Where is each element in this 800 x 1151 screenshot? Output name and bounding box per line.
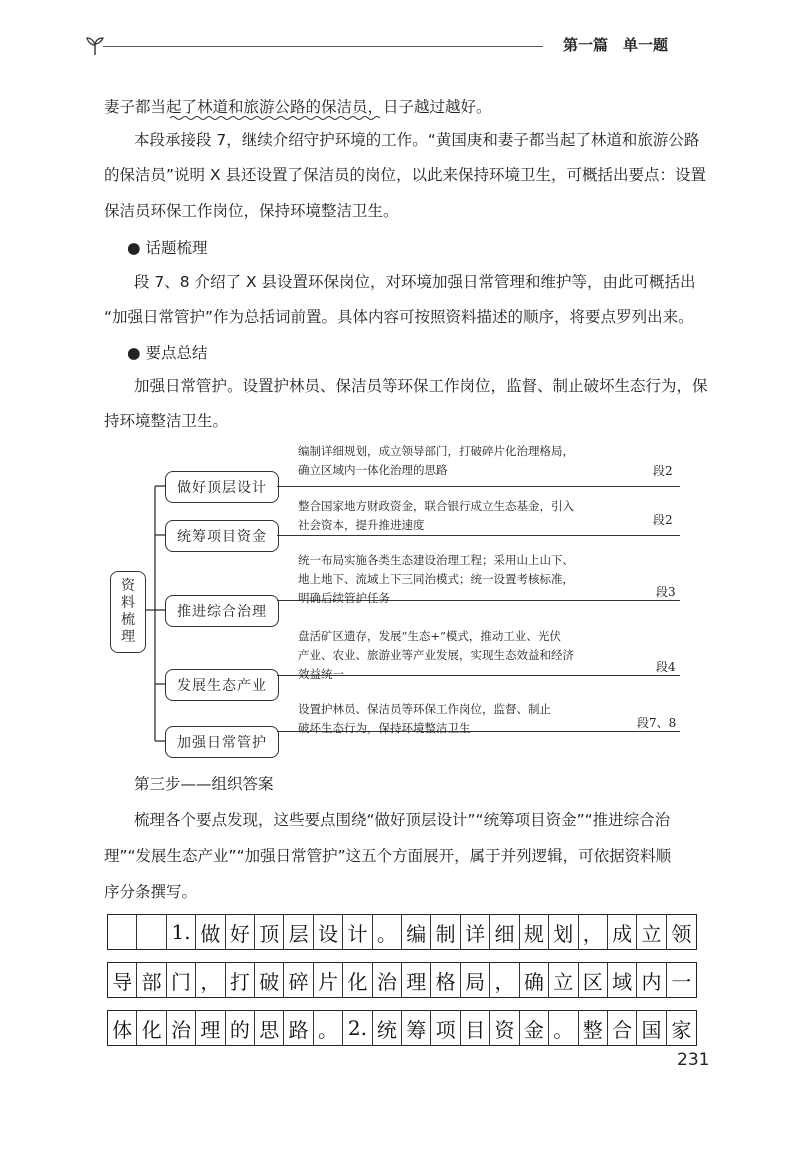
- grid-cell: 路: [284, 1011, 313, 1045]
- branch-desc: 编制详细规划，成立领导部门，打破碎片化治理格局，: [298, 444, 574, 458]
- branch-desc: 统一布局实施各类生态建设治理工程；采用山上山下、: [298, 553, 574, 567]
- branch-desc: 社会资本，提升推进速度: [298, 518, 425, 532]
- grid-cell: 。: [314, 1011, 343, 1045]
- grid-cell: 体: [108, 1011, 137, 1045]
- grid-cell: 做: [196, 915, 225, 949]
- branch-desc: 效益统一: [298, 667, 344, 681]
- grid-cell: 项: [431, 1011, 460, 1045]
- paragraph-line: 本段承接段 7，继续介绍守护环境的工作。“黄国庚和妻子都当起了林道和旅游公路: [134, 131, 700, 149]
- grid-cell: 。: [373, 915, 402, 949]
- grid-cell: 碎: [284, 963, 313, 997]
- grid-cell: 治: [373, 963, 402, 997]
- grid-cell: 。: [549, 1011, 578, 1045]
- grid-cell: 格: [431, 963, 460, 997]
- branch-desc: 产业、农业、旅游业等产业发展，实现生态效益和经济: [298, 648, 574, 662]
- grid-cell: 理: [196, 1011, 225, 1045]
- branch-box: 发展生态产业: [165, 669, 279, 701]
- branch-box: 做好顶层设计: [165, 471, 279, 503]
- branch-desc: 明确后续管护任务: [298, 591, 390, 605]
- paragraph-line: 加强日常管护。设置护林员、保洁员等环保工作岗位，监督、制止破坏生态行为，保: [134, 377, 708, 395]
- grid-cell: 片: [314, 963, 343, 997]
- bullet-heading: ● 要点总结: [127, 344, 208, 362]
- grid-cell: 2.: [343, 1011, 372, 1045]
- grid-cell: 域: [608, 963, 637, 997]
- segment-label: 段3: [656, 585, 676, 599]
- grid-cell: 导: [108, 963, 137, 997]
- grid-cell: 细: [490, 915, 519, 949]
- grid-cell: 打: [226, 963, 255, 997]
- chapter-title: 第一篇 单一题: [563, 36, 669, 54]
- branch-line: [277, 486, 680, 487]
- grid-cell: 治: [167, 1011, 196, 1045]
- grid-cell: 领: [671, 921, 692, 946]
- grid-cell: 内: [637, 963, 666, 997]
- branch-box: 统筹项目资金: [165, 520, 279, 552]
- paragraph-line: 梳理各个要点发现，这些要点围绕“做好顶层设计”“统筹项目资金”“推进综合治: [134, 811, 671, 829]
- answer-grid-row: [107, 962, 697, 998]
- paragraph-line: 的保洁员”说明 X 县还设置了保洁员的岗位，以此来保持环境卫生，可概括出要点：设置: [104, 166, 707, 184]
- grid-cell: 统: [373, 1011, 402, 1045]
- grid-cell: 合: [608, 1011, 637, 1045]
- branch-desc: 设置护林员、保洁员等环保工作岗位，监督、制止: [298, 702, 551, 716]
- bullet-heading: ● 话题梳理: [127, 239, 208, 257]
- grid-cell: 好: [226, 915, 255, 949]
- grid-cell: 局: [461, 963, 490, 997]
- grid-cell: 破: [255, 963, 284, 997]
- grid-cell: 金: [520, 1011, 549, 1045]
- grid-cell: 区: [579, 963, 608, 997]
- segment-label: 段4: [656, 660, 676, 674]
- root-box: 资料梳理: [110, 571, 146, 653]
- grid-cell: 立: [637, 915, 666, 949]
- grid-cell: 国: [637, 1011, 666, 1045]
- grid-cell: 理: [402, 963, 431, 997]
- grid-cell: 门: [167, 963, 196, 997]
- paragraph-line: “加强日常管护”作为总括词前置。具体内容可按照资料描述的顺序，将要点罗列出来。: [104, 308, 694, 326]
- grid-cell: 层: [284, 915, 313, 949]
- grid-cell: ，: [196, 963, 225, 997]
- branch-box: 推进综合治理: [165, 595, 279, 627]
- grid-cell: [137, 915, 166, 949]
- grid-cell: ，: [490, 963, 519, 997]
- grid-cell: 思: [255, 1011, 284, 1045]
- grid-cell: 计: [343, 915, 372, 949]
- grid-cell: 确: [520, 963, 549, 997]
- grid-cell: 划: [549, 915, 578, 949]
- paragraph-line: 保洁员环保工作岗位，保持环境整洁卫生。: [104, 202, 399, 220]
- grid-cell: 编: [402, 915, 431, 949]
- page-number: 231: [677, 1050, 710, 1070]
- grid-cell: 立: [549, 963, 578, 997]
- paragraph-line: 段 7、8 介绍了 X 县设置环保岗位，对环境加强日常管理和维护等，由此可概括出: [134, 273, 696, 291]
- grid-cell: 顶: [255, 915, 284, 949]
- grid-cell: 目: [461, 1011, 490, 1045]
- grid-cell: 化: [137, 1011, 166, 1045]
- grid-cell: 家: [671, 1017, 692, 1042]
- segment-label: 段2: [653, 464, 673, 478]
- paragraph-line: 妻子都当起了林道和旅游公路的保洁员，日子越过越好。: [104, 98, 492, 116]
- branch-desc: 盘活矿区遗存，发展“生态+”模式，推动工业、光伏: [298, 629, 561, 643]
- grid-cell: 一: [671, 969, 692, 994]
- branch-desc: 整合国家地方财政资金，联合银行成立生态基金，引入: [298, 499, 574, 513]
- grid-cell: 部: [137, 963, 166, 997]
- grid-cell: 详: [461, 915, 490, 949]
- answer-grid-row: [107, 1010, 697, 1046]
- grid-cell: 的: [226, 1011, 255, 1045]
- grid-cell: 资: [490, 1011, 519, 1045]
- grid-cell: ，: [579, 915, 608, 949]
- grid-cell: 设: [314, 915, 343, 949]
- grid-cell: 1.: [167, 915, 196, 949]
- branch-desc: 地上地下、流域上下三同治模式；统一设置考核标准，: [298, 572, 574, 586]
- step-title: 第三步——组织答案: [134, 775, 274, 793]
- grid-cell: 整: [579, 1011, 608, 1045]
- grid-cell: 筹: [402, 1011, 431, 1045]
- branch-line: [277, 535, 680, 536]
- branch-box: 加强日常管护: [165, 726, 279, 758]
- grid-cell: 规: [520, 915, 549, 949]
- answer-grid-row: [107, 914, 697, 950]
- grid-cell: 化: [343, 963, 372, 997]
- paragraph-line: 序分条撰写。: [104, 883, 198, 901]
- branch-desc: 破坏生态行为，保持环境整洁卫生: [298, 721, 471, 735]
- grid-cell: 制: [431, 915, 460, 949]
- branch-desc: 确立区域内一体化治理的思路: [298, 463, 448, 477]
- paragraph-line: 理”“发展生态产业”“加强日常管护”这五个方面展开，属于并列逻辑，可依据资料顺: [104, 847, 672, 865]
- grid-cell: 成: [608, 915, 637, 949]
- segment-label: 段2: [653, 513, 673, 527]
- segment-label: 段7、8: [637, 716, 677, 730]
- paragraph-line: 持环境整洁卫生。: [104, 412, 229, 430]
- grid-cell: [108, 915, 137, 949]
